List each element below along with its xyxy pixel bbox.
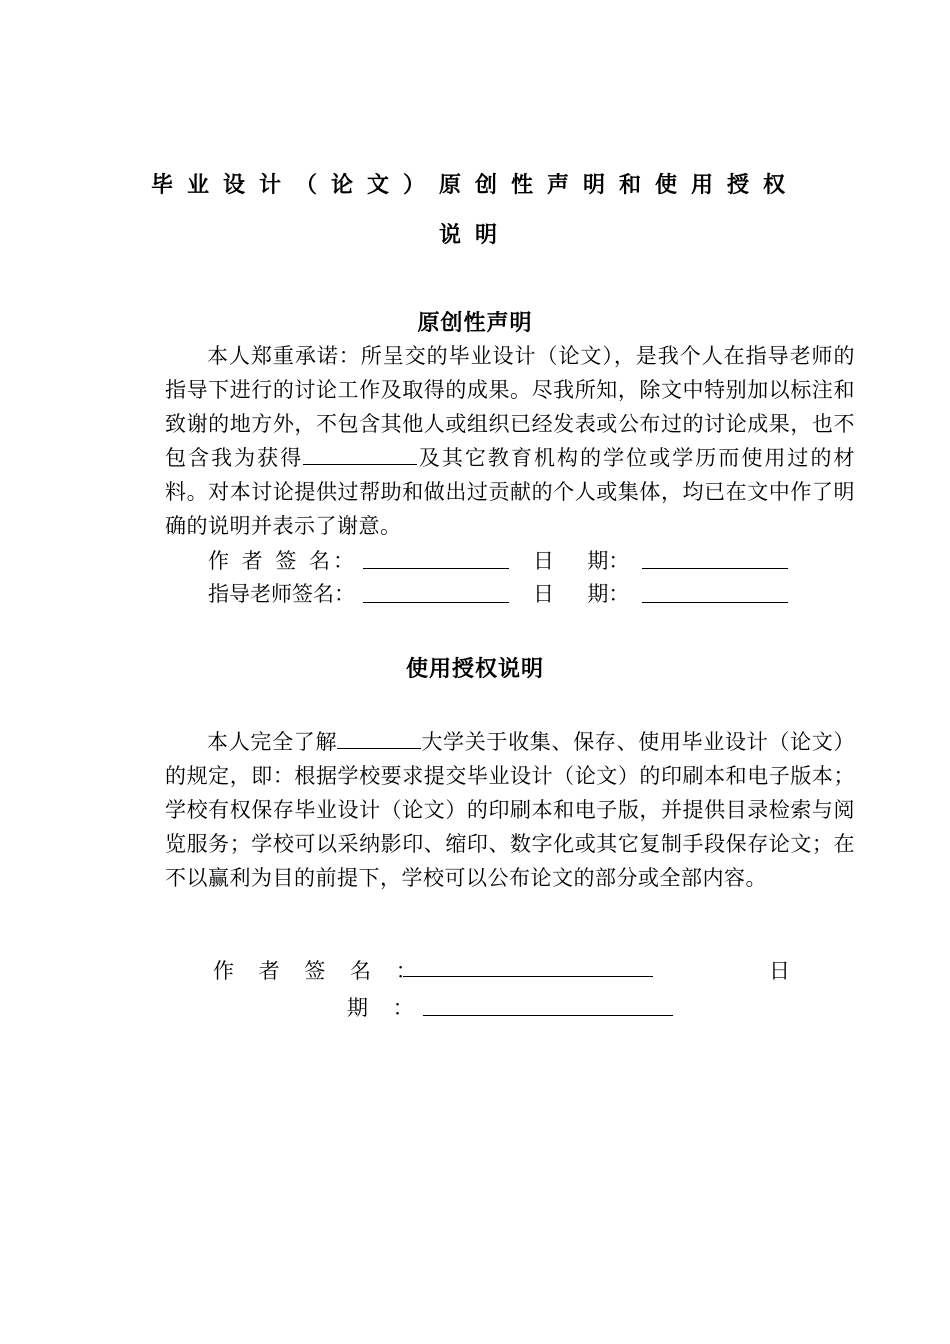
- degree-institution-blank: [303, 442, 417, 465]
- originality-paragraph: [165, 339, 855, 543]
- document-title-line-2: 说明: [438, 223, 511, 248]
- originality-text-after-blank: 及其它教育机构的学位或学历而使用过的材料。对本讨论提供过帮助和做出过贡献的个人或集体，均已在文中作了明确的说明并表示了谢意。: [165, 446, 856, 538]
- originality-text-before-blank: 本人郑重承诺：所呈交的毕业设计（论文），是我个人在指导老师的指导下进行的讨论工作及取得的成果。尽我所知，除文中特别加以标注和致谢的地方外，不包含其他人或组织已经发表或公布过的讨论成果，也不包含我为获得: [165, 344, 855, 470]
- authorization-paragraph: [165, 725, 855, 895]
- date-label-2: 日 期：: [533, 582, 630, 606]
- author-signature-line-2: [403, 976, 653, 977]
- author-signature-line: [363, 568, 509, 569]
- supervisor-signature-label: 指导老师签名：: [208, 582, 355, 606]
- date-line-1: [642, 568, 788, 569]
- date-label-1: 日 期：: [533, 549, 630, 573]
- supervisor-signature-line: [363, 602, 509, 603]
- university-name-blank: [337, 726, 421, 749]
- date-label-part1: 日: [769, 959, 790, 983]
- author-signature-label-2: 作 者 签 名 ：: [213, 959, 426, 983]
- authorization-text-before-blank: 本人完全了解: [207, 730, 338, 754]
- authorization-text-after-blank: 大学关于收集、保存、使用毕业设计（论文）的规定，即：根据学校要求提交毕业设计（论文）的印刷本和电子版本；学校有权保存毕业设计（论文）的印刷本和电子版，并提供目录检索与阅览服务；学校可以采纳影印、缩印、数字化或其它复制手段保存论文；在不以赢利为目的前提下，学校可以公布论文的部分或全部内容。: [165, 730, 856, 890]
- date-line-2: [642, 602, 788, 603]
- authorization-heading: 使用授权说明: [405, 657, 544, 682]
- document-title-line-1: 毕业设计（论文）原创性声明和使用授权: [150, 173, 799, 198]
- author-signature-label: 作 者 签 名：: [208, 549, 358, 573]
- originality-heading: 原创性声明: [417, 311, 533, 336]
- date-line-3: [423, 1015, 673, 1016]
- date-label-part2: 期 ：: [347, 996, 423, 1020]
